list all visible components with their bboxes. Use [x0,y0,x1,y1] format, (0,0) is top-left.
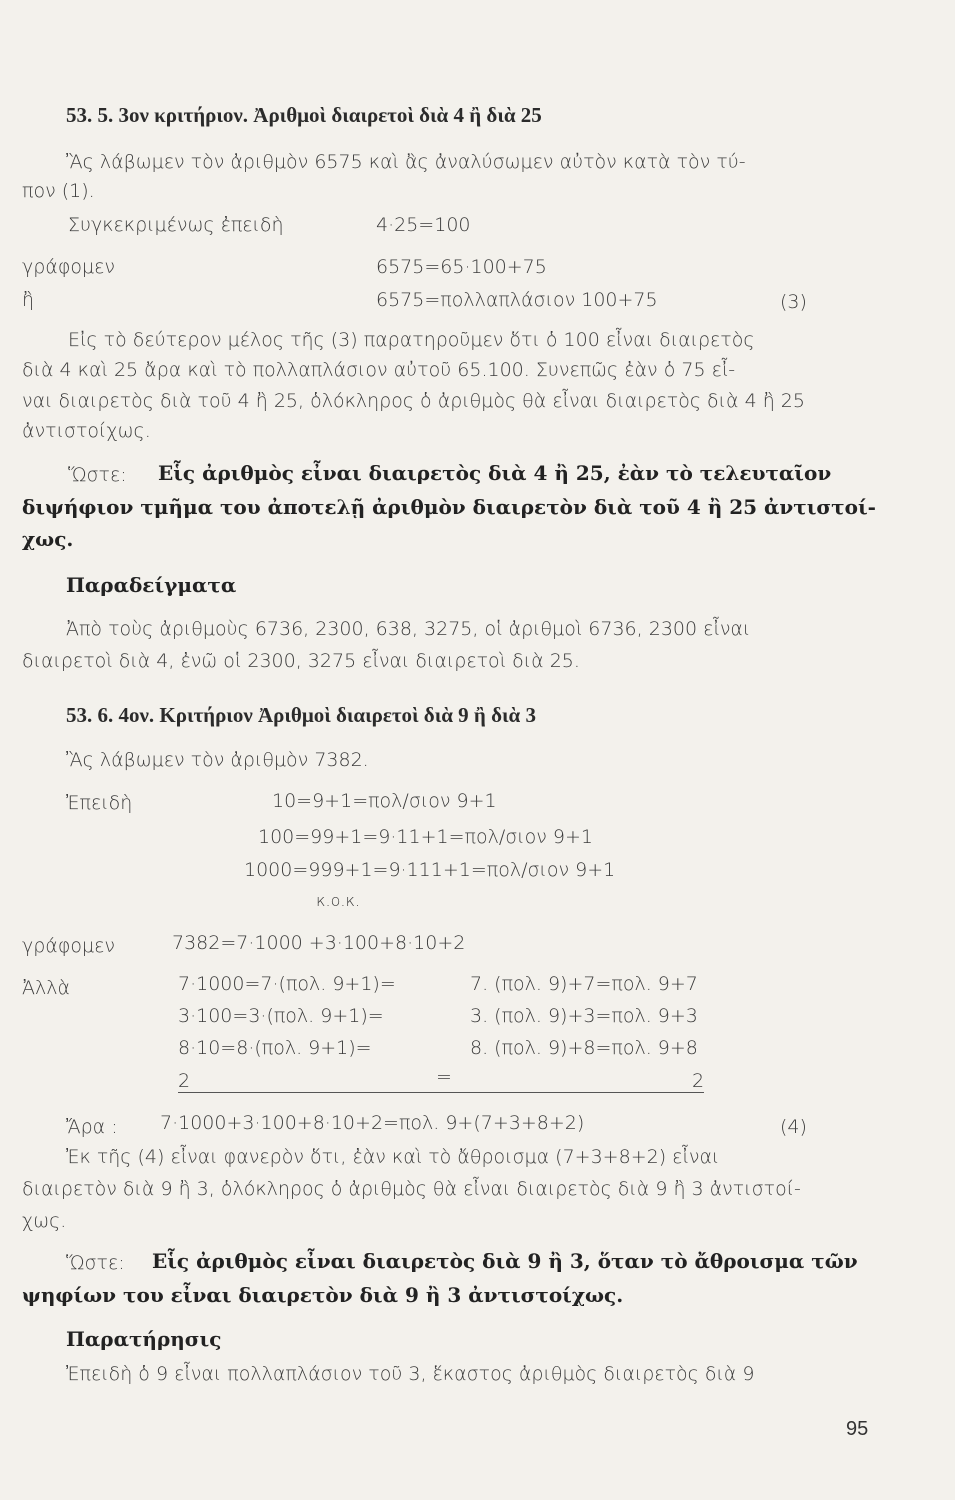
equation-label: ἢ [22,289,35,311]
equation: 6575=65·100+75 [376,256,547,278]
section-heading-53-5: 53. 5. 3ον κριτήριον. Ἀριθμοὶ διαιρετοὶ διὰ 4 ἢ διὰ 25 [66,103,542,127]
examples-title: Παραδείγματα [66,573,237,597]
paragraph-line: διαιρετὸν διὰ 9 ἢ 3, ὁλόκληρος ὁ ἀριθμὸς θὰ εἶναι διαιρετὸς διὰ 9 ἢ 3 ἀντιστοί- [22,1178,801,1200]
paragraph-line: Ἂς λάβωμεν τὸν ἀριθμὸν 6575 καὶ ἂς ἀναλύσωμεν αὐτὸν κατὰ τὸν τύ- [66,151,746,173]
rule-text: χως. [22,527,74,551]
paragraph-line: Ἐπειδὴ ὁ 9 εἶναι πολλαπλάσιον τοῦ 3, ἕκαστος ἀριθμὸς διαιρετὸς διὰ 9 [66,1363,755,1385]
equation-label: Συγκεκριμένως ἐπειδὴ [68,214,284,236]
etc-text: κ.ο.κ. [316,891,361,910]
equation-row-right: 2 [692,1070,705,1092]
equation-label: γράφομεν [22,935,115,957]
equation-row-right: 8. (πολ. 9)+8=πολ. 9+8 [470,1037,698,1059]
paragraph-line: ἀντιστοίχως. [22,420,151,442]
paragraph-line: χως. [22,1210,67,1232]
rule-text: διψήφιον τμῆμα του ἀποτελῇ ἀριθμὸν διαιρετὸν διὰ τοῦ 4 ἢ 25 ἀντιστοί- [22,495,876,519]
equation: 10=9+1=πολ/σιον 9+1 [272,790,497,812]
equation: 6575=πολλαπλάσιον 100+75 [376,289,658,311]
equation-row-mid: = [436,1066,452,1088]
rule-label: Ὥστε: [66,1252,125,1274]
equation-row-left: 7·1000=7·(πολ. 9+1)= [178,973,396,995]
equation-row-left: 8·10=8·(πολ. 9+1)= [178,1037,372,1059]
equation-row-right: 3. (πολ. 9)+3=πολ. 9+3 [470,1005,698,1027]
rule-text: Εἷς ἀριθμὸς εἶναι διαιρετὸς διὰ 9 ἢ 3, ὅταν τὸ ἄθροισμα τῶν [152,1249,858,1273]
section-heading-53-6: 53. 6. 4ον. Κριτήριον Ἀριθμοὶ διαιρετοὶ διὰ 9 ἢ διὰ 3 [66,703,536,727]
sum-divider-line [178,1092,704,1093]
equation-label: γράφομεν [22,256,115,278]
equation-label: Ἀλλὰ [22,977,71,999]
rule-label: Ὥστε: [68,464,127,486]
equation-row-right: 7. (πολ. 9)+7=πολ. 9+7 [470,973,698,995]
paragraph-line: Ἂς λάβωμεν τὸν ἀριθμὸν 7382. [66,749,369,771]
equation-number: (4) [780,1116,807,1138]
equation: 4·25=100 [376,214,471,236]
paragraph-line: διὰ 4 καὶ 25 ἄρα καὶ τὸ πολλαπλάσιον αὐτοῦ 65.100. Συνεπῶς ἐὰν ὁ 75 εἶ- [22,359,736,381]
equation: 7382=7·1000 +3·100+8·10+2 [172,932,466,954]
equation-label: Ἐπειδὴ [66,792,133,814]
paragraph-line: διαιρετοὶ διὰ 4, ἐνῶ οἱ 2300, 3275 εἶναι διαιρετοὶ διὰ 25. [22,650,580,672]
paragraph-line: πον (1). [22,180,95,202]
equation: 1000=999+1=9·111+1=πολ/σιον 9+1 [244,859,616,881]
rule-text: Εἷς ἀριθμὸς εἶναι διαιρετὸς διὰ 4 ἢ 25, ἐὰν τὸ τελευταῖον [158,461,832,485]
equation: 7·1000+3·100+8·10+2=πολ. 9+(7+3+8+2) [160,1112,585,1134]
paragraph-line: ναι διαιρετὸς διὰ τοῦ 4 ἢ 25, ὁλόκληρος ὁ ἀριθμὸς θὰ εἶναι διαιρετὸς διὰ 4 ἢ 25 [22,390,805,412]
remark-title: Παρατήρησις [66,1327,222,1351]
paragraph-line: Ἀπὸ τοὺς ἀριθμοὺς 6736, 2300, 638, 3275, οἱ ἀριθμοὶ 6736, 2300 εἶναι [66,618,751,640]
equation-row-left: 3·100=3·(πολ. 9+1)= [178,1005,384,1027]
paragraph-line: Ἐκ τῆς (4) εἶναι φανερὸν ὅτι, ἐὰν καὶ τὸ ἄθροισμα (7+3+8+2) εἶναι [66,1146,720,1168]
page-number: 95 [846,1418,869,1440]
rule-text: ψηφίων του εἶναι διαιρετὸν διὰ 9 ἢ 3 ἀντιστοίχως. [22,1283,624,1307]
equation: 100=99+1=9·11+1=πολ/σιον 9+1 [258,826,594,848]
equation-row-left: 2 [178,1070,191,1092]
equation-label: Ἄρα : [66,1116,118,1138]
paragraph-line: Εἰς τὸ δεύτερον μέλος τῆς (3) παρατηροῦμεν ὅτι ὁ 100 εἶναι διαιρετὸς [68,329,755,351]
equation-number: (3) [780,291,807,313]
